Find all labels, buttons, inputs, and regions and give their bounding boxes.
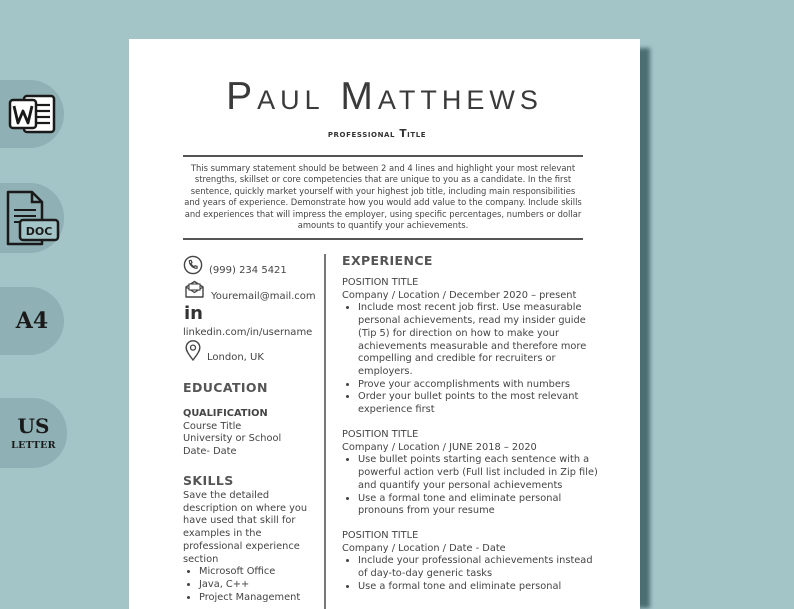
resume-page — [129, 39, 640, 609]
skill-item: • Microsoft Office — [199, 566, 323, 579]
job-bullets — [342, 454, 604, 518]
position-title: POSITION TITLE — [342, 429, 419, 440]
doc-label: DOC — [25, 225, 53, 238]
school-name: University or School — [183, 433, 282, 445]
job-bullet: • Include your professional achievements instead of day-to-day generic tasks — [358, 555, 604, 580]
summary-statement: This summary statement should be between 2 and 4 lines and highlight your most relevant strengths, skillset or core competencies that are unique to you as a candidate. In the first sentence, quickly market yourself with your highest job title, including main responsibilities and years of experience. Demonstrate how you would add value to the company. Include skills and experiences that will impress the employer, using specific percentages, numbers or dollar amounts to quantify your achievements. — [184, 163, 582, 231]
a4-format-tab — [0, 287, 64, 355]
word-icon — [8, 90, 56, 138]
location-pin-icon — [185, 340, 201, 361]
education-block — [183, 408, 281, 459]
job-bullets — [342, 555, 604, 593]
professional-title: professional Title — [327, 128, 427, 140]
column-divider — [324, 254, 326, 609]
qualification: QUALIFICATION — [183, 408, 268, 419]
position-title: POSITION TITLE — [342, 277, 419, 288]
email-icon — [184, 280, 205, 299]
skills-description: Save the detailed description on where you have used that skill for examples in the professional experience section — [183, 490, 308, 565]
job-entry — [342, 530, 604, 594]
education-date: Date- Date — [183, 446, 237, 458]
doc-file-icon — [4, 188, 60, 248]
job-bullets — [342, 302, 604, 416]
skills-list — [183, 566, 323, 604]
phone-icon — [183, 255, 203, 275]
experience-heading: EXPERIENCE — [342, 253, 433, 268]
job-bullet: • Prove your accomplishments with numbers — [358, 379, 604, 392]
job-bullet: • Use bullet points starting each sentence with a powerful action verb (Full list included in Zip file) and quantify your personal achievements — [358, 454, 604, 492]
company-line: Company / Location / December 2020 – present — [342, 289, 577, 301]
job-bullet: • Include most recent job first. Use measurable personal achievements, read my insider guide (Tip 5) for direction on how to make your achievements measurable and therefore more compelling and credible for recruiters or employers. — [358, 302, 604, 378]
position-title: POSITION TITLE — [342, 530, 419, 541]
skills-heading: SKILLS — [183, 473, 234, 488]
course-title: Course Title — [183, 420, 242, 432]
education-heading: EDUCATION — [183, 380, 268, 395]
us-label: US — [17, 414, 50, 438]
resume-name: Paul Matthews — [226, 75, 543, 118]
job-bullet: • Use a formal tone and eliminate personal — [358, 581, 604, 594]
job-bullet: • Use a formal tone and eliminate personal pronouns from your resume — [358, 493, 604, 518]
location: London, UK — [207, 352, 264, 363]
job-entry — [342, 277, 604, 417]
word-format-tab — [0, 80, 64, 148]
company-line: Company / Location / Date - Date — [342, 542, 506, 554]
skill-item: • Java, C++ — [199, 579, 323, 592]
us-letter-tab — [0, 398, 67, 468]
letter-label: LETTER — [11, 440, 56, 451]
skills-block — [183, 490, 323, 604]
linkedin-url: linkedin.com/in/username — [183, 327, 313, 338]
doc-format-tab — [0, 183, 64, 253]
linkedin-icon: in — [184, 303, 203, 324]
skill-item: • Project Management — [199, 592, 323, 605]
job-bullet: • Order your bullet points to the most relevant experience first — [358, 391, 604, 416]
phone-number: (999) 234 5421 — [209, 265, 287, 276]
company-line: Company / Location / JUNE 2018 – 2020 — [342, 441, 537, 453]
top-divider — [183, 155, 583, 157]
bottom-divider — [183, 238, 583, 240]
job-entry — [342, 429, 604, 518]
email-address: Youremail@mail.com — [211, 291, 316, 302]
a4-label: A4 — [15, 308, 49, 334]
